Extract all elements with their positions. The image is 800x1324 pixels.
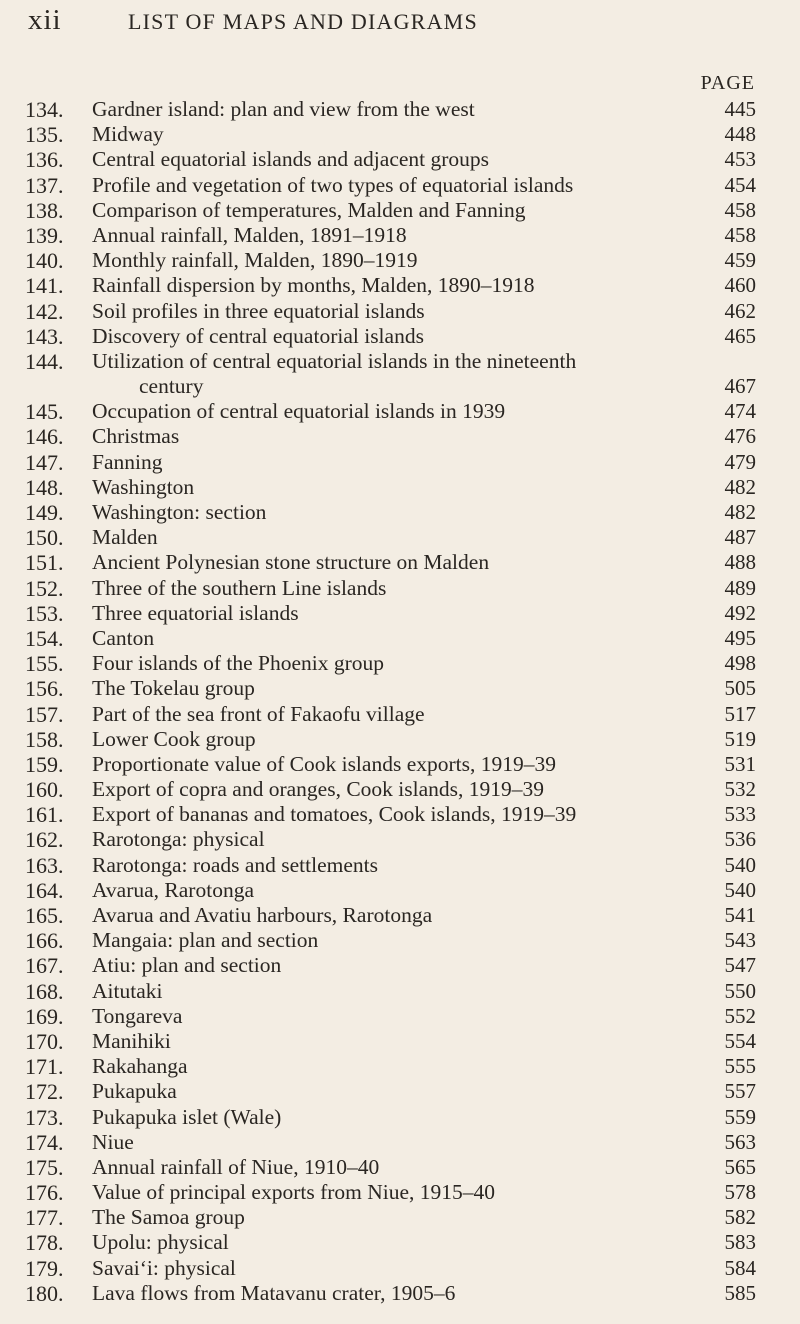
page-folio: xii xyxy=(28,4,62,36)
list-item xyxy=(0,1205,800,1230)
entry-page-number: 458 xyxy=(724,222,756,247)
entry-title-text: Rainfall dispersion by months, Malden, 1890–1918 xyxy=(92,273,535,298)
entry-title-text: Profile and vegetation of two types of equatorial islands xyxy=(92,172,574,197)
entry-title xyxy=(92,273,742,298)
entry-page-number: 547 xyxy=(724,953,756,978)
list-item xyxy=(0,651,800,676)
entry-title xyxy=(92,223,742,248)
entry-title-text: Discovery of central equatorial islands xyxy=(92,323,424,348)
entry-title-text: Three of the southern Line islands xyxy=(92,575,387,600)
entry-title xyxy=(92,953,742,978)
entry-number: 157. xyxy=(25,701,64,727)
list-item xyxy=(0,777,800,802)
list-item xyxy=(0,223,800,248)
entry-page-number: 540 xyxy=(724,852,756,877)
entry-title xyxy=(92,752,742,777)
list-item xyxy=(0,147,800,172)
entry-number: 160. xyxy=(25,777,64,803)
entry-title-text: Proportionate value of Cook islands exports, 1919–39 xyxy=(92,751,556,776)
entry-page-number: 445 xyxy=(724,97,756,121)
entry-number: 158. xyxy=(25,726,64,752)
entry-title-text: Export of copra and oranges, Cook islands, 1919–39 xyxy=(92,777,545,802)
entry-title-text: Atiu: plan and section xyxy=(92,953,282,978)
entry-number: 170. xyxy=(25,1028,64,1054)
entry-title-text: Upolu: physical xyxy=(92,1230,229,1255)
entry-page-number: 582 xyxy=(724,1205,756,1230)
entry-title xyxy=(92,676,742,701)
entry-title-text: Utilization of central equatorial islands in the nineteenth xyxy=(92,348,577,373)
entry-page-number: 454 xyxy=(724,172,756,197)
entry-title-text: Value of principal exports from Niue, 1915–40 xyxy=(92,1180,496,1205)
list-item xyxy=(0,727,800,752)
entry-title xyxy=(92,349,742,399)
entry-number: 176. xyxy=(25,1180,64,1206)
list-item xyxy=(0,1281,800,1306)
entry-page-number: 462 xyxy=(724,298,756,323)
entry-number: 155. xyxy=(25,651,64,677)
entry-page-number: 495 xyxy=(724,625,756,650)
entry-title xyxy=(92,777,742,802)
list-item xyxy=(0,576,800,601)
entry-title xyxy=(92,1205,742,1230)
entry-page-number: 532 xyxy=(724,777,756,802)
entry-title xyxy=(92,802,742,827)
entry-title xyxy=(92,878,742,903)
entry-number: 138. xyxy=(25,197,64,223)
entry-page-number: 563 xyxy=(724,1129,756,1154)
entry-title-text: Washington: section xyxy=(92,500,267,525)
entry-number: 154. xyxy=(25,625,64,651)
entry-title-text: Savai‘i: physical xyxy=(92,1255,236,1280)
entry-title xyxy=(92,1281,742,1306)
list-item xyxy=(0,500,800,525)
entry-number: 152. xyxy=(25,575,64,601)
entry-number: 146. xyxy=(25,424,64,450)
entry-title xyxy=(92,500,742,525)
list-item xyxy=(0,299,800,324)
entry-title xyxy=(92,1130,742,1155)
entry-page-number: 557 xyxy=(724,1079,756,1104)
entry-title xyxy=(92,651,742,676)
entry-page-number: 517 xyxy=(724,701,756,726)
list-item xyxy=(0,525,800,550)
list-item xyxy=(0,1105,800,1130)
entry-title xyxy=(92,601,742,626)
list-item xyxy=(0,424,800,449)
entry-page-number: 479 xyxy=(724,449,756,474)
entry-title xyxy=(92,97,742,122)
entry-number: 156. xyxy=(25,676,64,702)
entry-page-number: 488 xyxy=(724,550,756,575)
entry-number: 149. xyxy=(25,500,64,526)
list-item xyxy=(0,979,800,1004)
entry-title-text: Rakahanga xyxy=(92,1054,188,1079)
entry-title-text: Soil profiles in three equatorial islands xyxy=(92,298,425,323)
entry-title-text: Aitutaki xyxy=(92,978,163,1003)
entry-number: 161. xyxy=(25,802,64,828)
entry-page-number: 489 xyxy=(724,575,756,600)
entry-title-text: Washington xyxy=(92,474,195,499)
entry-title-continuation: century xyxy=(139,374,204,399)
entry-page-number: 541 xyxy=(724,903,756,928)
entry-page-number: 482 xyxy=(724,500,756,525)
entry-title xyxy=(92,147,742,172)
entry-number: 178. xyxy=(25,1230,64,1256)
page-header xyxy=(0,4,800,40)
entry-number: 141. xyxy=(25,273,64,299)
list-item xyxy=(0,97,800,122)
entry-number: 151. xyxy=(25,550,64,576)
entry-title-text: The Samoa group xyxy=(92,1205,245,1230)
entry-page-number: 533 xyxy=(724,802,756,827)
entry-title xyxy=(92,475,742,500)
entry-page-number: 565 xyxy=(724,1154,756,1179)
entry-title-text: Lava flows from Matavanu crater, 1905–6 xyxy=(92,1280,456,1305)
entry-page-number: 498 xyxy=(724,651,756,676)
entry-title xyxy=(92,1155,742,1180)
entry-number: 159. xyxy=(25,751,64,777)
entry-title xyxy=(92,979,742,1004)
list-item xyxy=(0,273,800,298)
entry-title-text: Malden xyxy=(92,525,158,550)
entry-title-text: The Tokelau group xyxy=(92,676,255,701)
entry-title-text: Avarua and Avatiu harbours, Rarotonga xyxy=(92,903,433,928)
entry-title-text: Tongareva xyxy=(92,1003,183,1028)
entry-number: 177. xyxy=(25,1205,64,1231)
entry-title-text: Christmas xyxy=(92,424,180,449)
list-item xyxy=(0,1155,800,1180)
list-item xyxy=(0,198,800,223)
entry-page-number: 531 xyxy=(724,751,756,776)
entry-title-text: Lower Cook group xyxy=(92,726,256,751)
entry-title-text: Annual rainfall, Malden, 1891–1918 xyxy=(92,222,407,247)
list-item xyxy=(0,1079,800,1104)
list-item xyxy=(0,550,800,575)
entry-number: 147. xyxy=(25,449,64,475)
entry-number: 134. xyxy=(25,97,64,122)
entry-number: 166. xyxy=(25,928,64,954)
list-item xyxy=(0,626,800,651)
list-item xyxy=(0,827,800,852)
entry-page-number: 543 xyxy=(724,928,756,953)
entry-number: 168. xyxy=(25,978,64,1004)
entry-page-number: 465 xyxy=(724,323,756,348)
entry-page-number: 474 xyxy=(724,399,756,424)
entry-page-number: 459 xyxy=(724,248,756,273)
list-item xyxy=(0,853,800,878)
list-item xyxy=(0,928,800,953)
entry-number: 162. xyxy=(25,827,64,853)
entry-number: 135. xyxy=(25,122,64,148)
entry-title xyxy=(92,1105,742,1130)
entry-title-text: Mangaia: plan and section xyxy=(92,928,319,953)
entry-title-text: Canton xyxy=(92,625,155,650)
entry-number: 136. xyxy=(25,147,64,173)
entry-title xyxy=(92,1029,742,1054)
list-item xyxy=(0,802,800,827)
list-item xyxy=(0,122,800,147)
list-item xyxy=(0,399,800,424)
list-item xyxy=(0,1029,800,1054)
entry-page-number: 467 xyxy=(724,374,756,399)
list-item xyxy=(0,450,800,475)
entry-title-text: Niue xyxy=(92,1129,134,1154)
entry-page-number: 540 xyxy=(724,877,756,902)
entry-page-number: 453 xyxy=(724,147,756,172)
list-item xyxy=(0,752,800,777)
entry-title xyxy=(92,1079,742,1104)
list-item xyxy=(0,1180,800,1205)
maps-diagrams-list xyxy=(0,97,800,1306)
entry-number: 169. xyxy=(25,1003,64,1029)
entry-number: 167. xyxy=(25,953,64,979)
entry-title-text: Ancient Polynesian stone structure on Malden xyxy=(92,550,490,575)
entry-title-text: Occupation of central equatorial islands in 1939 xyxy=(92,399,506,424)
entry-title xyxy=(92,248,742,273)
entry-number: 140. xyxy=(25,248,64,274)
entry-title-text: Manihiki xyxy=(92,1028,171,1053)
entry-page-number: 554 xyxy=(724,1028,756,1053)
entry-title xyxy=(92,525,742,550)
entry-title xyxy=(92,1054,742,1079)
entry-number: 139. xyxy=(25,222,64,248)
list-item xyxy=(0,1130,800,1155)
entry-title xyxy=(92,173,742,198)
entry-title xyxy=(92,550,742,575)
entry-page-number: 559 xyxy=(724,1104,756,1129)
entry-page-number: 505 xyxy=(724,676,756,701)
entry-number: 153. xyxy=(25,600,64,626)
entry-title xyxy=(92,903,742,928)
list-item xyxy=(0,702,800,727)
entry-title xyxy=(92,399,742,424)
page-column-label: PAGE xyxy=(700,72,755,94)
entry-number: 143. xyxy=(25,323,64,349)
entry-title xyxy=(92,853,742,878)
entry-title xyxy=(92,702,742,727)
entry-title-text: Pukapuka islet (Wale) xyxy=(92,1104,282,1129)
list-item xyxy=(0,173,800,198)
entry-page-number: 584 xyxy=(724,1255,756,1280)
entry-title-text: Fanning xyxy=(92,449,163,474)
list-item xyxy=(0,601,800,626)
entry-title-text: Four islands of the Phoenix group xyxy=(92,651,385,676)
entry-title xyxy=(92,928,742,953)
entry-title xyxy=(92,122,742,147)
list-item xyxy=(0,1004,800,1029)
list-item xyxy=(0,1054,800,1079)
entry-title-text: Monthly rainfall, Malden, 1890–1919 xyxy=(92,248,418,273)
entry-title-text: Annual rainfall of Niue, 1910–40 xyxy=(92,1154,380,1179)
entry-page-number: 519 xyxy=(724,726,756,751)
entry-number: 164. xyxy=(25,877,64,903)
list-item xyxy=(0,878,800,903)
entry-title xyxy=(92,1256,742,1281)
list-item xyxy=(0,349,800,399)
entry-page-number: 555 xyxy=(724,1054,756,1079)
entry-number: 175. xyxy=(25,1154,64,1180)
entry-title xyxy=(92,198,742,223)
list-item xyxy=(0,324,800,349)
entry-page-number: 476 xyxy=(724,424,756,449)
entry-page-number: 536 xyxy=(724,827,756,852)
entry-page-number: 578 xyxy=(724,1180,756,1205)
entry-page-number: 458 xyxy=(724,197,756,222)
entry-title xyxy=(92,576,742,601)
list-item xyxy=(0,903,800,928)
entry-number: 179. xyxy=(25,1255,64,1281)
entry-title-text: Avarua, Rarotonga xyxy=(92,877,254,902)
entry-title xyxy=(92,827,742,852)
entry-title xyxy=(92,626,742,651)
entry-title-text: Central equatorial islands and adjacent groups xyxy=(92,147,490,172)
entry-title-text: Comparison of temperatures, Malden and Fanning xyxy=(92,197,526,222)
list-item xyxy=(0,475,800,500)
entry-page-number: 482 xyxy=(724,474,756,499)
entry-title-text: Pukapuka xyxy=(92,1079,177,1104)
entry-number: 142. xyxy=(25,298,64,324)
entry-page-number: 552 xyxy=(724,1003,756,1028)
entry-title-text: Gardner island: plan and view from the west xyxy=(92,97,475,121)
list-item xyxy=(0,1230,800,1255)
entry-number: 144. xyxy=(25,348,64,374)
list-item xyxy=(0,676,800,701)
entry-page-number: 550 xyxy=(724,978,756,1003)
entry-number: 145. xyxy=(25,399,64,425)
entry-title xyxy=(92,1180,742,1205)
entry-number: 137. xyxy=(25,172,64,198)
list-item xyxy=(0,1256,800,1281)
entry-number: 173. xyxy=(25,1104,64,1130)
entry-number: 150. xyxy=(25,525,64,551)
entry-page-number: 492 xyxy=(724,600,756,625)
entry-number: 180. xyxy=(25,1280,64,1306)
entry-title xyxy=(92,324,742,349)
list-item xyxy=(0,953,800,978)
entry-title-text: Rarotonga: physical xyxy=(92,827,265,852)
entry-number: 165. xyxy=(25,903,64,929)
entry-title-text: Export of bananas and tomatoes, Cook islands, 1919–39 xyxy=(92,802,577,827)
entry-page-number: 583 xyxy=(724,1230,756,1255)
entry-title-text: Midway xyxy=(92,122,164,147)
running-title: LIST OF MAPS AND DIAGRAMS xyxy=(128,9,478,34)
entry-title-text: Part of the sea front of Fakaofu village xyxy=(92,701,425,726)
entry-title xyxy=(92,424,742,449)
entry-title xyxy=(92,1230,742,1255)
entry-number: 163. xyxy=(25,852,64,878)
entry-title xyxy=(92,1004,742,1029)
entry-title xyxy=(92,450,742,475)
list-item xyxy=(0,248,800,273)
entry-title-text: Rarotonga: roads and settlements xyxy=(92,852,378,877)
entry-page-number: 585 xyxy=(724,1280,756,1305)
entry-number: 148. xyxy=(25,474,64,500)
entry-title-text: Three equatorial islands xyxy=(92,600,299,625)
entry-title xyxy=(92,727,742,752)
entry-number: 171. xyxy=(25,1054,64,1080)
entry-number: 172. xyxy=(25,1079,64,1105)
entry-number: 174. xyxy=(25,1129,64,1155)
entry-page-number: 487 xyxy=(724,525,756,550)
entry-page-number: 448 xyxy=(724,122,756,147)
entry-page-number: 460 xyxy=(724,273,756,298)
entry-title xyxy=(92,299,742,324)
